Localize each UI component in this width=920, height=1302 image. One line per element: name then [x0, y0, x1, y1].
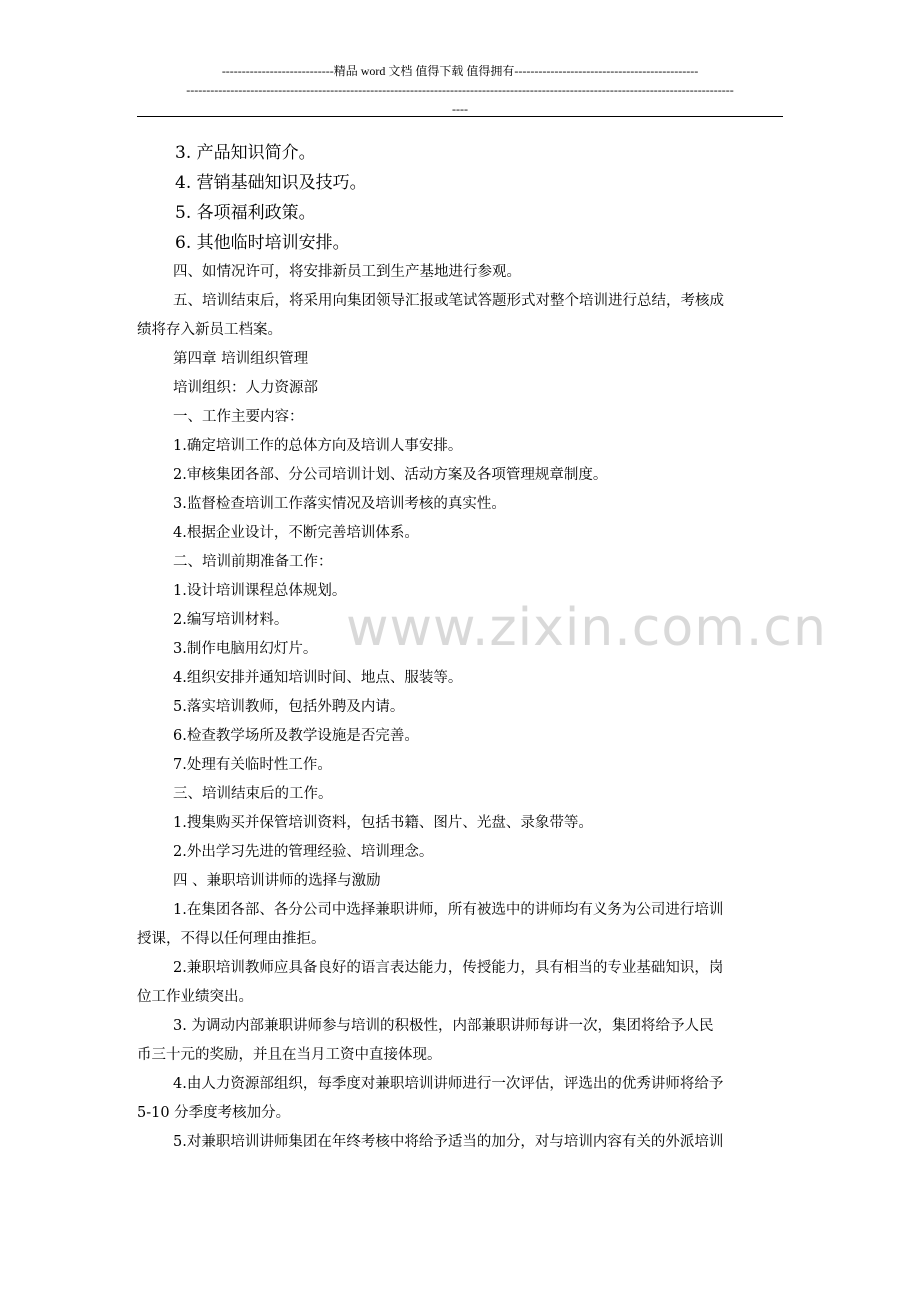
paragraph-line: 2.审核集团各部、分公司培训计划、活动方案及各项管理规章制度。 [173, 467, 608, 483]
paragraph-line: 二、培训前期准备工作： [173, 554, 333, 570]
paragraph-line: 3. 产品知识简介。 [175, 143, 316, 163]
paragraph-line: 2.外出学习先进的管理经验、培训理念。 [173, 844, 434, 860]
paragraph-line: 6.检查教学场所及教学设施是否完善。 [173, 728, 419, 744]
paragraph-line: 3.制作电脑用幻灯片。 [173, 641, 318, 657]
paragraph-line: 1.搜集购买并保管培训资料，包括书籍、图片、光盘、录象带等。 [173, 815, 593, 831]
paragraph-line: 6. 其他临时培训安排。 [175, 233, 350, 253]
paragraph-line: 三、培训结束后的工作。 [173, 786, 333, 802]
header-line-1: ----------------------------精品 word 文档 值得下载 值得拥有---------------------------------------------- [221, 64, 699, 78]
paragraph-line: 1.设计培训课程总体规划。 [173, 583, 347, 599]
paragraph-line: 第四章 培训组织管理 [173, 351, 309, 367]
paragraph-line: 1.确定培训工作的总体方向及培训人事安排。 [173, 438, 463, 454]
paragraph-line: 四、如情况许可，将安排新员工到生产基地进行参观。 [173, 264, 521, 280]
paragraph-line: 培训组织：人力资源部 [173, 380, 318, 396]
paragraph-line: 7.处理有关临时性工作。 [173, 757, 332, 773]
paragraph-line: 5-10 分季度考核加分。 [137, 1105, 291, 1121]
watermark: www.zixin.com.cn [346, 598, 827, 658]
paragraph-line: 授课，不得以任何理由推拒。 [137, 931, 326, 947]
header-divider [137, 116, 783, 117]
paragraph-line: 5.落实培训教师，包括外聘及内请。 [173, 699, 405, 715]
paragraph-line: 位工作业绩突出。 [137, 989, 253, 1005]
paragraph-line: 5.对兼职培训讲师集团在年终考核中将给予适当的加分，对与培训内容有关的外派培训 [173, 1134, 724, 1150]
paragraph-line: 1.在集团各部、各分公司中选择兼职讲师，所有被选中的讲师均有义务为公司进行培训 [173, 902, 724, 918]
document-body [137, 138, 783, 1157]
paragraph-line: 四 、兼职培训讲师的选择与激励 [173, 873, 381, 889]
paragraph-line: 4.由人力资源部组织，每季度对兼职培训讲师进行一次评估，评选出的优秀讲师将给予 [173, 1076, 724, 1092]
page-header [137, 62, 783, 119]
header-line-2: ----------------------------------------------------------------------------------------------------------------------------------------- [186, 83, 734, 97]
paragraph-line: 2.兼职培训教师应具备良好的语言表达能力，传授能力，具有相当的专业基础知识，岗 [173, 960, 724, 976]
paragraph-line: 一、工作主要内容： [173, 409, 304, 425]
paragraph-line: 5. 各项福利政策。 [175, 203, 316, 223]
paragraph-line: 4.根据企业设计，不断完善培训体系。 [173, 525, 419, 541]
header-line-3: ---- [452, 102, 468, 116]
paragraph-line: 4. 营销基础知识及技巧。 [175, 173, 367, 193]
paragraph-line: 2.编写培训材料。 [173, 612, 289, 628]
paragraph-line: 3.监督检查培训工作落实情况及培训考核的真实性。 [173, 496, 506, 512]
paragraph-line: 绩将存入新员工档案。 [137, 322, 282, 338]
paragraph-line: 4.组织安排并通知培训时间、地点、服装等。 [173, 670, 463, 686]
paragraph-line: 五、培训结束后，将采用向集团领导汇报或笔试答题形式对整个培训进行总结，考核成 [173, 293, 724, 309]
paragraph-line: 币三十元的奖励，并且在当月工资中直接体现。 [137, 1047, 442, 1063]
paragraph-line: 3. 为调动内部兼职讲师参与培训的积极性，内部兼职讲师每讲一次，集团将给予人民 [173, 1018, 714, 1034]
